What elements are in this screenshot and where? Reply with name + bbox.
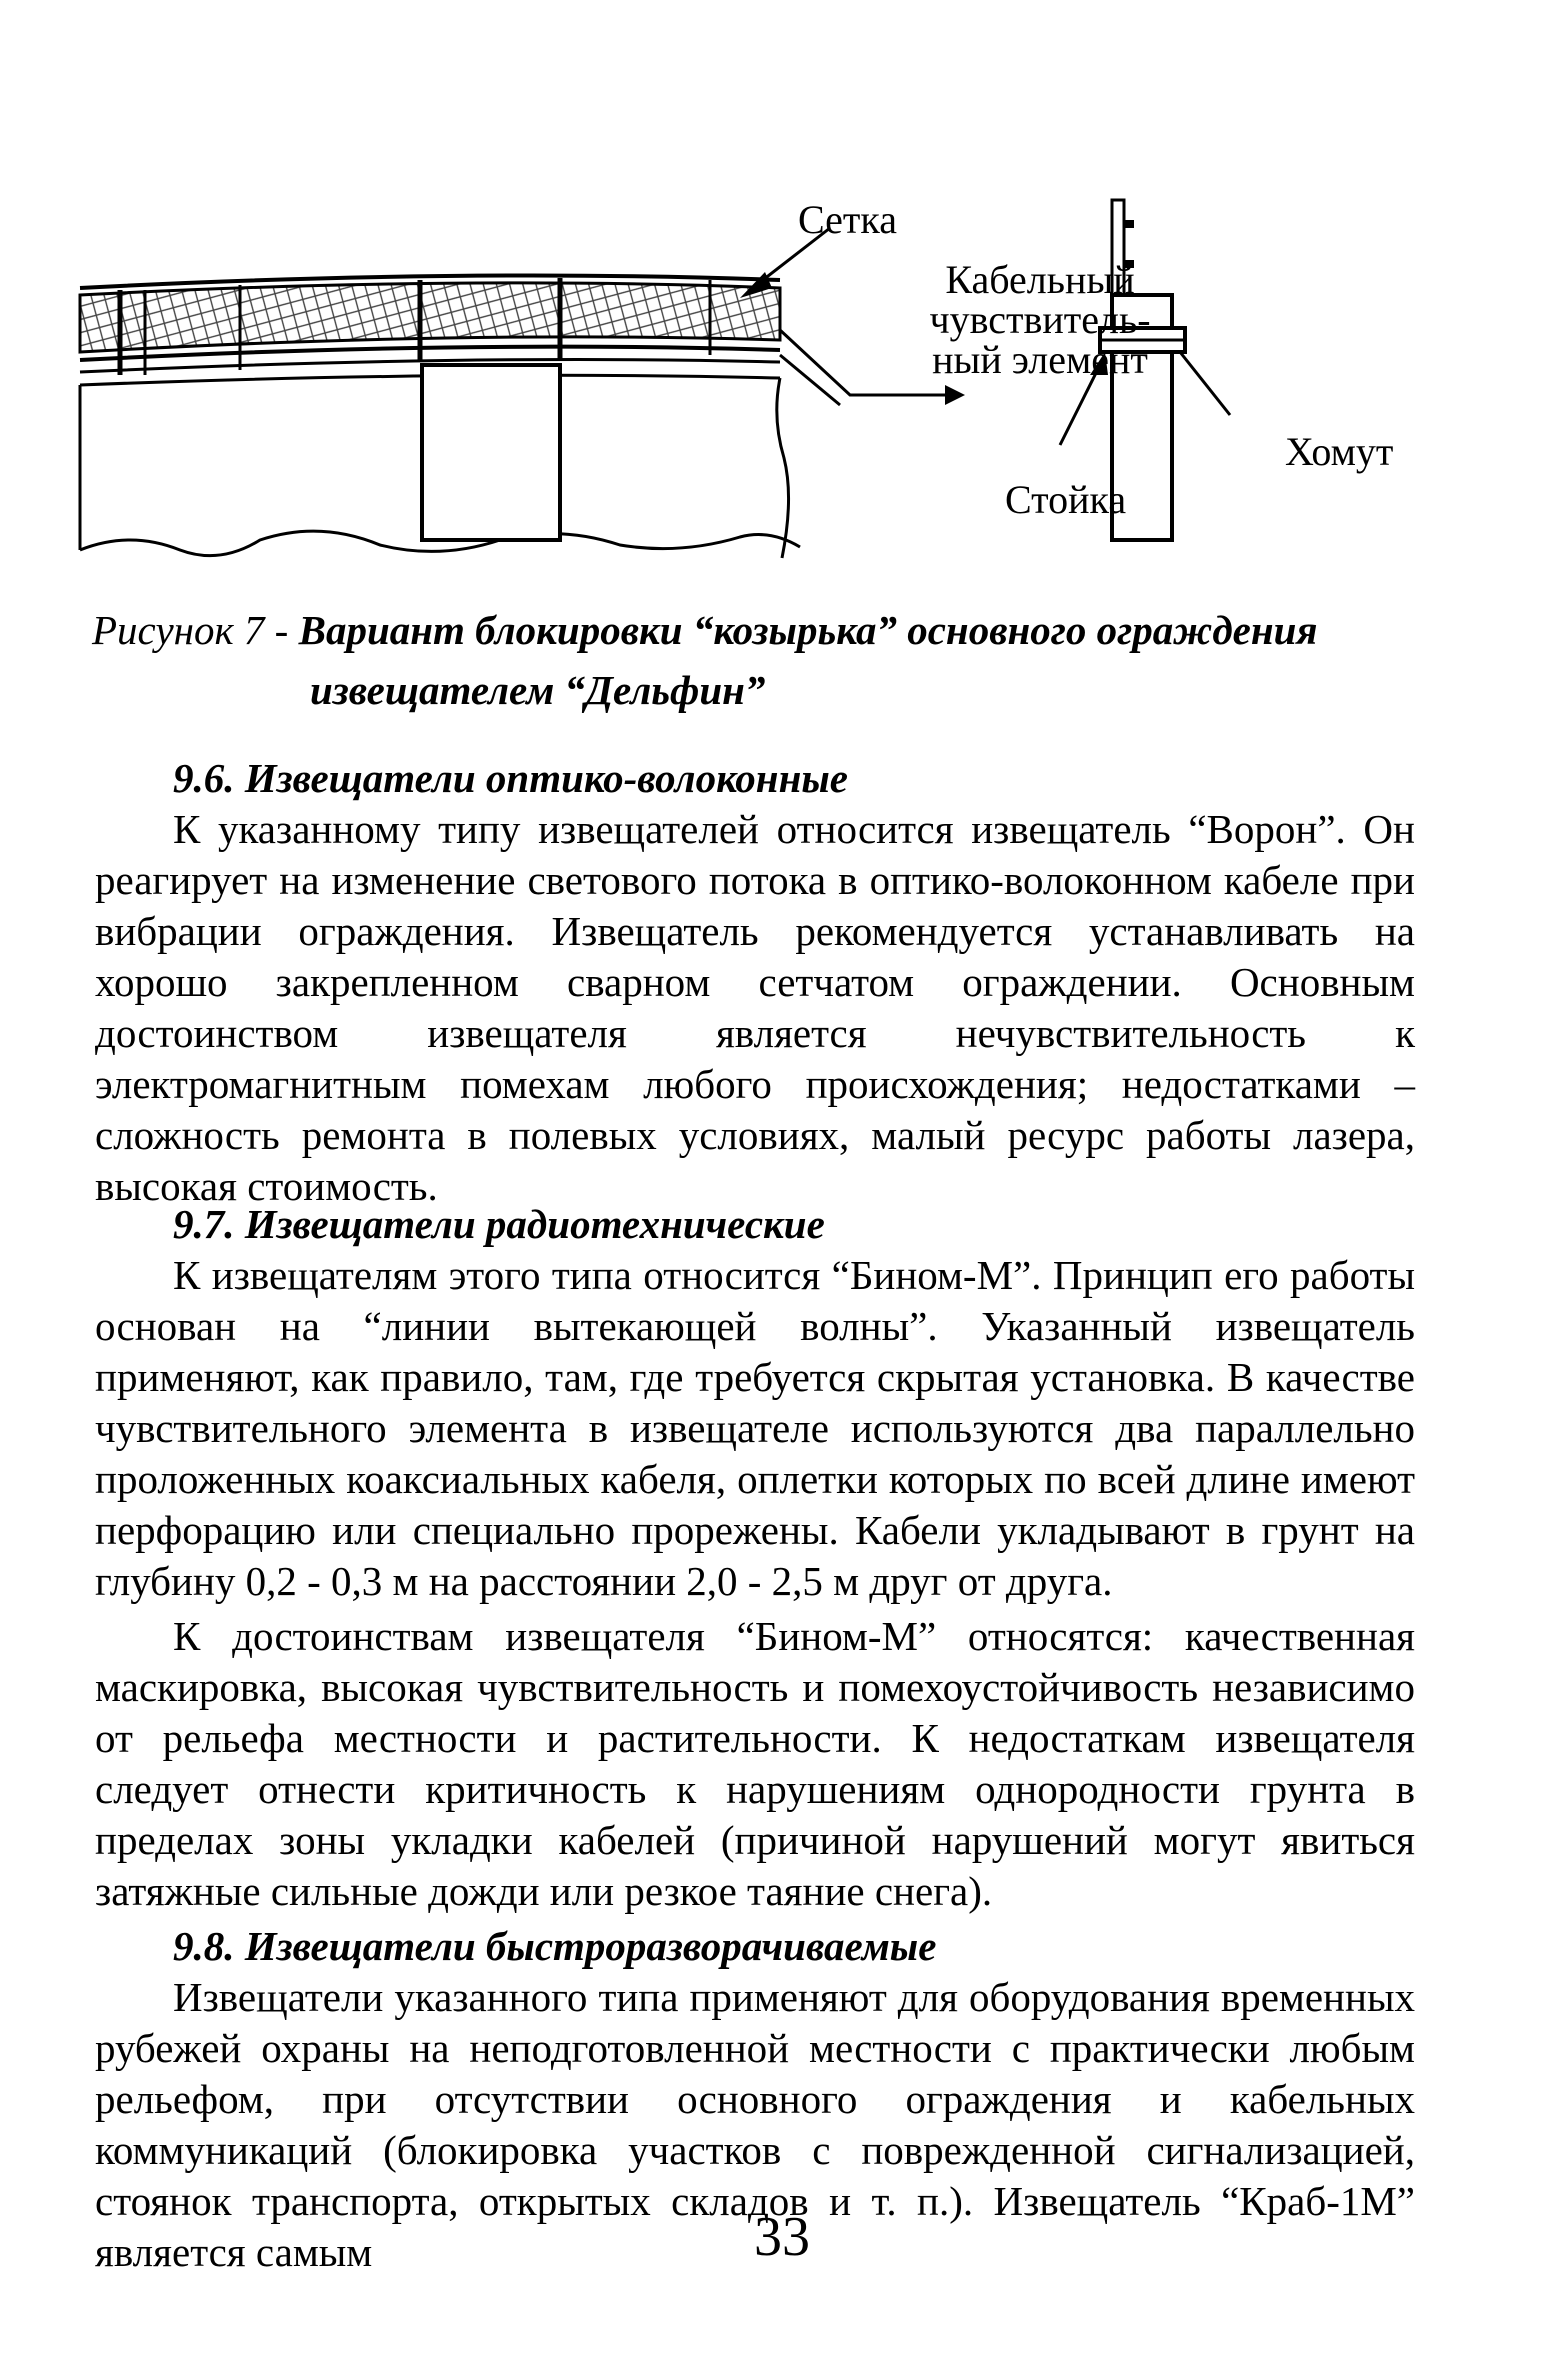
label-stoyka: Стойка (1005, 477, 1127, 522)
paragraph: К указанному типу извещателей относится извещатель “Ворон”. Он реагирует на изменение светового потока в оптико-волоконном кабеле при вибрации ограждения. Извещатель рекомендуется устанавливать на хорошо закрепленном сварном сетчатом ограждении. Основным достоинством извещателя является нечувствительность к электромагнитным помехам любого происхождения; недостатками – сложность ремонта в полевых условиях, малый ресурс работы лазера, высокая стоимость. (95, 806, 1415, 1209)
caption-prefix: Рисунок 7 - (92, 607, 299, 653)
label-cable-element (920, 257, 1160, 382)
label-cable-line3: ный элемент (932, 337, 1148, 382)
label-setka: Сетка (798, 197, 897, 242)
mesh-band (80, 283, 780, 352)
section-9-6 (95, 752, 1415, 1212)
caption-title-line2: извещателем “Дельфин” (310, 667, 766, 713)
figure-caption (92, 600, 1412, 720)
label-khomut: Хомут (1285, 429, 1394, 474)
paragraph: К достоинствам извещателя “Бином-М” относятся: качественная маскировка, высокая чувствительность и помехоустойчивость независимо от рельефа местности и растительности. К недостаткам извещателя следует отнести критичность к нарушениям однородности грунта в пределах зоны укладки кабелей (причиной нарушений могут явиться затяжные сильные дожди или резкое таяние снега). (95, 1613, 1415, 1914)
paragraph: Извещатели указанного типа применяют для оборудования временных рубежей охраны на неподготовленной местности с практически любым рельефом, при отсутствии основного ограждения и кабельных коммуникаций (блокировка участков с поврежденной сигнализацией, стоянок транспорта, открытых складов и т. п.). Извещатель “Краб-1М” является самым (95, 1974, 1415, 2275)
label-cable-line2: чувствитель- (929, 297, 1151, 342)
section-9-7 (95, 1198, 1415, 1917)
caption-title-line1: Вариант блокировки “козырька” основного ограждения (298, 607, 1318, 653)
section-heading: 9.8. Извещатели быстроразворачиваемые (173, 1923, 937, 1969)
paragraph: К извещателям этого типа относится “Бином-М”. Принцип его работы основан на “линии вытекающей волны”. Указанный извещатель применяют, как правило, там, где требуется скрытая установка. В качестве чувствительного элемента в извещателе используются два параллельно проложенных коаксиальных кабеля, оплетки которых по всей длине имеют перфорацию или специально прорежены. Кабели укладывают в грунт на глубину 0,2 - 0,3 м на расстоянии 2,0 - 2,5 м друг от друга. (95, 1252, 1415, 1604)
page-number: 33 (754, 2206, 810, 2268)
section-heading: 9.7. Извещатели радиотехнические (173, 1201, 825, 1247)
fence-diagram (60, 180, 1500, 600)
label-cable-line1: Кабельный (945, 257, 1135, 302)
section-heading: 9.6. Извещатели оптико-волоконные (173, 755, 848, 801)
cable-line (80, 347, 780, 360)
figure-7 (60, 180, 1500, 600)
